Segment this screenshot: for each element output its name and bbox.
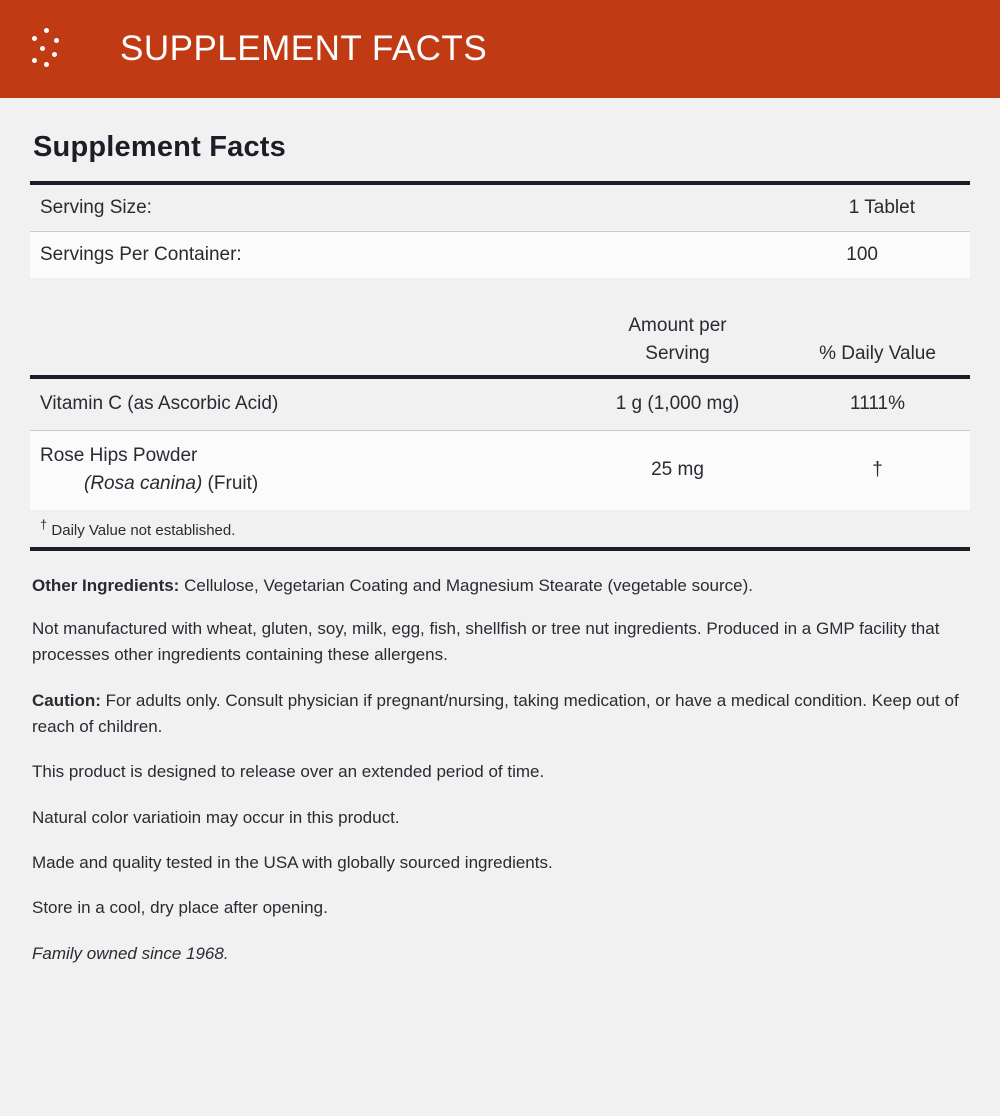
made-in-note: Made and quality tested in the USA with globally sourced ingredients. [32, 853, 553, 872]
nutrient-name-line1: Rose Hips Powder [40, 444, 198, 466]
footnote-marker: † [40, 516, 48, 532]
header-title: SUPPLEMENT FACTS [120, 29, 488, 68]
caution-label: Caution: [32, 690, 101, 710]
nutrient-name: Vitamin C (as Ascorbic Acid) [40, 393, 279, 415]
table-row [30, 379, 970, 430]
daily-value-header: % Daily Value [819, 342, 936, 364]
nutrient-amount: 1 g (1,000 mg) [615, 393, 740, 415]
caution [32, 688, 970, 741]
nutrient-part: (Fruit) [202, 473, 259, 495]
storage-note: Store in a cool, dry place after opening. [32, 898, 328, 918]
serving-size-label: Serving Size: [40, 197, 152, 218]
table-row [30, 431, 970, 510]
notes-section [30, 573, 970, 967]
other-ingredients-label: Other Ingredients: [32, 575, 180, 595]
divider-bottom [30, 547, 970, 551]
serving-size-value: 1 Tablet [848, 197, 915, 218]
amount-header-line2: Serving [645, 342, 710, 364]
other-ingredients [32, 573, 970, 599]
color-note: Natural color variatioin may occur in this product. [32, 807, 400, 827]
allergen-statement: Not manufactured with wheat, gluten, soy, milk, egg, fish, shellfish or tree nut ingredients. Produced in a GMP facility that processes other ingredients containing these allergens. [32, 618, 940, 665]
page-title: Supplement Facts [33, 131, 286, 163]
caution-text: For adults only. Consult physician if pregnant/nursing, taking medication, or have a medical condition. Keep out of reach of children. [32, 690, 959, 736]
release-note: This product is designed to release over an extended period of time. [32, 762, 545, 782]
nutrient-daily-value: † [872, 459, 883, 481]
column-headers [30, 278, 970, 375]
footnote-text: Daily Value not established. [51, 521, 236, 539]
servings-per-container-row [30, 232, 970, 278]
scatter-dots-icon [30, 26, 76, 72]
amount-per-serving-header [570, 312, 785, 367]
footnote [30, 510, 970, 547]
nutrient-daily-value: 1111% [850, 393, 905, 415]
family-owned-note: Family owned since 1968. [32, 943, 229, 963]
amount-header-line1: Amount per [628, 315, 727, 336]
serving-size-row [30, 185, 970, 231]
nutrient-amount: 25 mg [651, 459, 704, 481]
servings-per-container-value: 100 [846, 244, 878, 265]
nutrient-botanical-name: (Rosa canina) [84, 473, 203, 495]
nutrient-name-line2 [40, 470, 570, 499]
servings-per-container-label: Servings Per Container: [40, 244, 242, 265]
other-ingredients-text: Cellulose, Vegetarian Coating and Magnesium Stearate (vegetable source). [179, 575, 753, 595]
page-header [0, 0, 1000, 98]
nutrient-name [30, 431, 570, 510]
supplement-facts-panel [0, 131, 1000, 967]
